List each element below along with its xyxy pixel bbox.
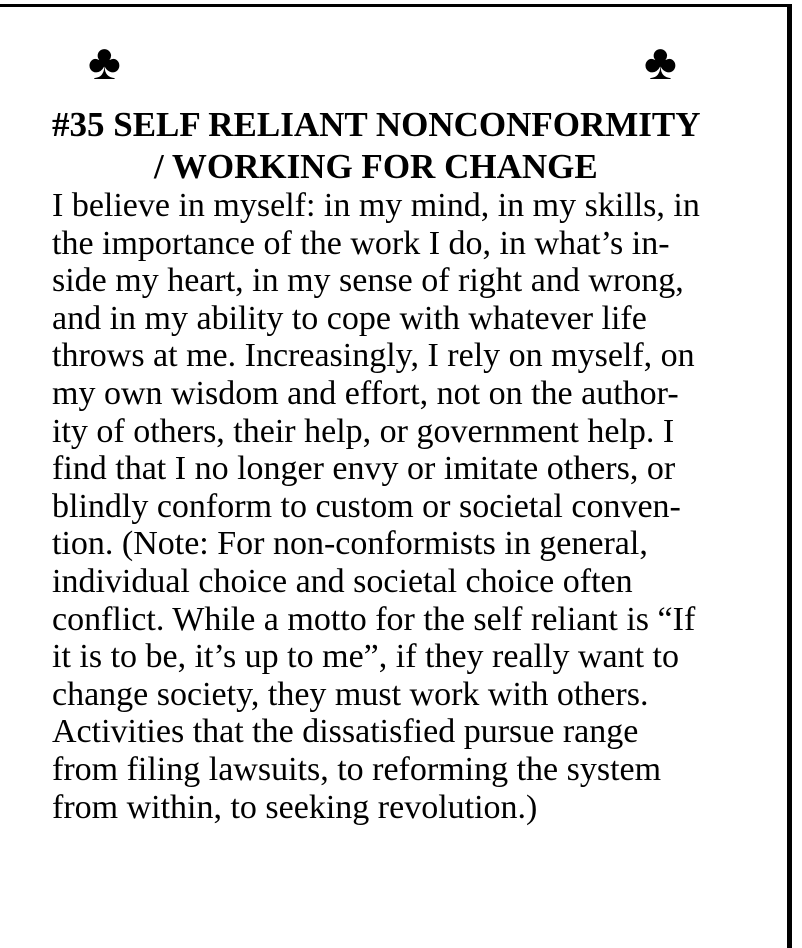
body-line: individual choice and societal choice often [52, 562, 633, 600]
body-line: I believe in myself: in my mind, in my skills, in [52, 187, 700, 224]
body-line: side my heart, in my sense of right and wrong, [52, 262, 684, 300]
body-line: my own wisdom and effort, not on the author- [52, 374, 679, 412]
body-line: the importance of the work I do, in what’s in- [52, 224, 670, 262]
title-line-2: / WORKING FOR CHANGE [154, 147, 598, 186]
body-line: from filing lawsuits, to reforming the system [52, 750, 662, 788]
body-line: ity of others, their help, or government help. I [52, 412, 675, 450]
title-line-1: #35 SELF RELIANT NONCONFORMITY [52, 105, 701, 144]
club-suit-icon-left: ♣ [88, 34, 121, 90]
body-line: Activities that the dissatisfied pursue range [52, 713, 639, 751]
body-line: it is to be, it’s up to me”, if they really want to [52, 638, 679, 676]
body-line: conflict. While a motto for the self reliant is “If [52, 600, 696, 638]
card-title [52, 104, 764, 188]
card-body-text [52, 187, 782, 826]
body-line: change society, they must work with others. [52, 675, 649, 713]
card-frame [0, 4, 792, 948]
body-line: find that I no longer envy or imitate others, or [52, 450, 676, 488]
body-line: blindly conform to custom or societal conven- [52, 487, 681, 525]
body-line: tion. (Note: For non-conformists in general, [52, 525, 648, 563]
body-line: and in my ability to cope with whatever life [52, 299, 647, 337]
body-line: throws at me. Increasingly, I rely on myself, on [52, 337, 695, 375]
club-suit-icon-right: ♣ [644, 34, 677, 90]
body-line: from within, to seeking revolution.) [52, 788, 538, 826]
